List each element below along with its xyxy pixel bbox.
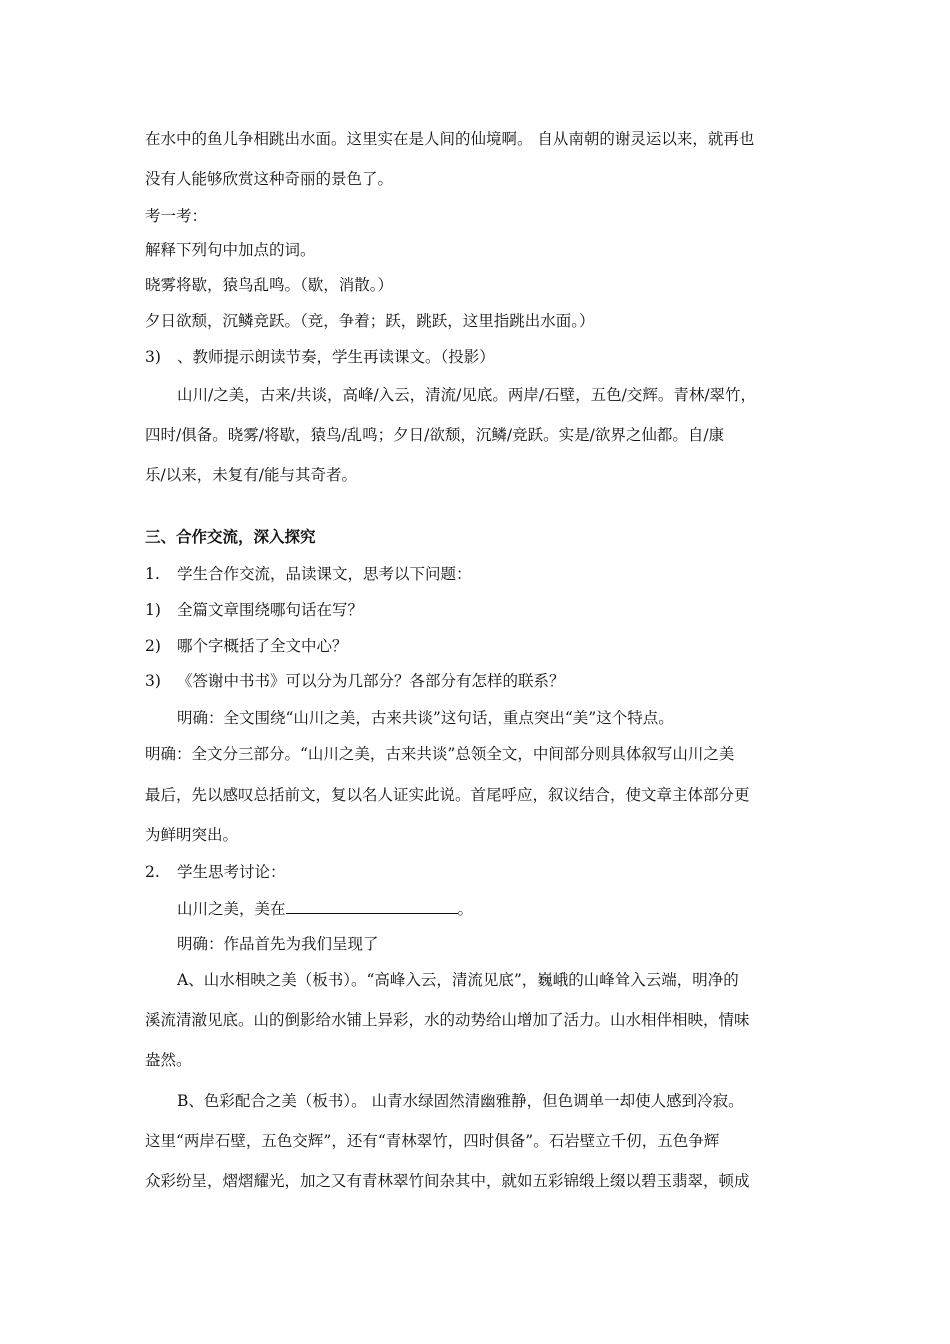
list-item-text: 哪个字概括了全文中心？ (177, 637, 348, 655)
answer-blank (286, 898, 458, 914)
list-item (145, 862, 825, 882)
text-line: 明确：作品首先为我们呈现了 (177, 935, 379, 953)
text-line: 考一考： (145, 207, 208, 225)
list-marker: 3) (145, 348, 161, 366)
text-line: 在水中的鱼儿争相跳出水面。这里实在是人间的仙境啊。 自从南朝的谢灵运以来，就再也 (145, 130, 755, 148)
text-line: 没有人能够欣赏这种奇丽的景色了。 (145, 170, 394, 188)
list-item (145, 600, 825, 620)
text-line: 四时/俱备。晓雾/将歇，猿鸟/乱鸣；夕日/欲颓，沉鳞/竞跃。实是/欲界之仙都。自/康 (145, 426, 725, 444)
text-line: 为鲜明突出。 (145, 826, 239, 844)
section-heading: 三、合作交流，深入探究 (145, 528, 316, 546)
list-item-text: 学生思考讨论： (177, 863, 286, 881)
text-line: 乐/以来，未复有/能与其奇者。 (145, 466, 357, 484)
list-marker: 1) (145, 601, 161, 619)
list-item (145, 636, 825, 656)
list-marker: 1. (145, 565, 160, 583)
list-item-text: 全篇文章围绕哪句话在写？ (177, 601, 364, 619)
text-line: 溪流清澈见底。山的倒影给水铺上异彩，水的动势给山增加了活力。山水相伴相映，情味 (145, 1011, 750, 1029)
list-item (145, 347, 825, 367)
text-line: 盎然。 (145, 1051, 192, 1069)
text-line: 明确：全文分三部分。“山川之美，古来共谈”总领全文，中间部分则具体叙写山川之美 (145, 745, 735, 763)
fill-in-end: 。 (457, 900, 474, 918)
list-item (145, 671, 825, 691)
text-line: 解释下列句中加点的词。 (145, 241, 316, 259)
list-marker: 2) (145, 637, 161, 655)
list-item-text: 学生合作交流，品读课文，思考以下问题： (177, 565, 472, 583)
list-item (145, 564, 825, 584)
text-line: 最后，先以感叹总括前文，复以名人证实此说。首尾呼应，叙议结合，使文章主体部分更 (145, 786, 750, 804)
fill-in-prompt: 山川之美，美在 (177, 900, 286, 918)
list-item-text: 《答谢中书书》可以分为几部分？各部分有怎样的联系？ (177, 672, 565, 690)
text-line: B、色彩配合之美（板书）。 山青水绿固然清幽雅静，但色调单一却使人感到冷寂。 (177, 1092, 744, 1110)
text-line: 众彩纷呈，熠熠耀光，加之又有青林翠竹间杂其中，就如五彩锦缎上缀以碧玉翡翠，顿成 (145, 1172, 750, 1190)
text-line: 这里“两岸石壁，五色交辉”，还有“青林翠竹，四时俱备”。石岩壁立千仞，五色争辉 (145, 1132, 720, 1150)
fill-in-line (177, 898, 825, 919)
list-item-text: 、教师提示朗读节奏，学生再读课文。（投影） (177, 348, 495, 366)
text-line: 夕日欲颓，沉鳞竞跃。（竞，争着；跃，跳跃，这里指跳出水面。） (145, 312, 595, 330)
text-line: 晓雾将歇，猿鸟乱鸣。（歇，消散。） (145, 276, 394, 294)
text-line: 山川/之美，古来/共谈，高峰/入云，清流/见底。两岸/石壁，五色/交辉。青林/翠竹， (177, 386, 757, 404)
list-marker: 2. (145, 863, 160, 881)
list-marker: 3) (145, 672, 161, 690)
text-line: A、山水相映之美（板书）。“高峰入云，清流见底”，巍峨的山峰耸入云端，明净的 (177, 971, 739, 989)
text-line: 明确：全文围绕“山川之美，古来共谈”这句话，重点突出“美”这个特点。 (177, 709, 674, 727)
